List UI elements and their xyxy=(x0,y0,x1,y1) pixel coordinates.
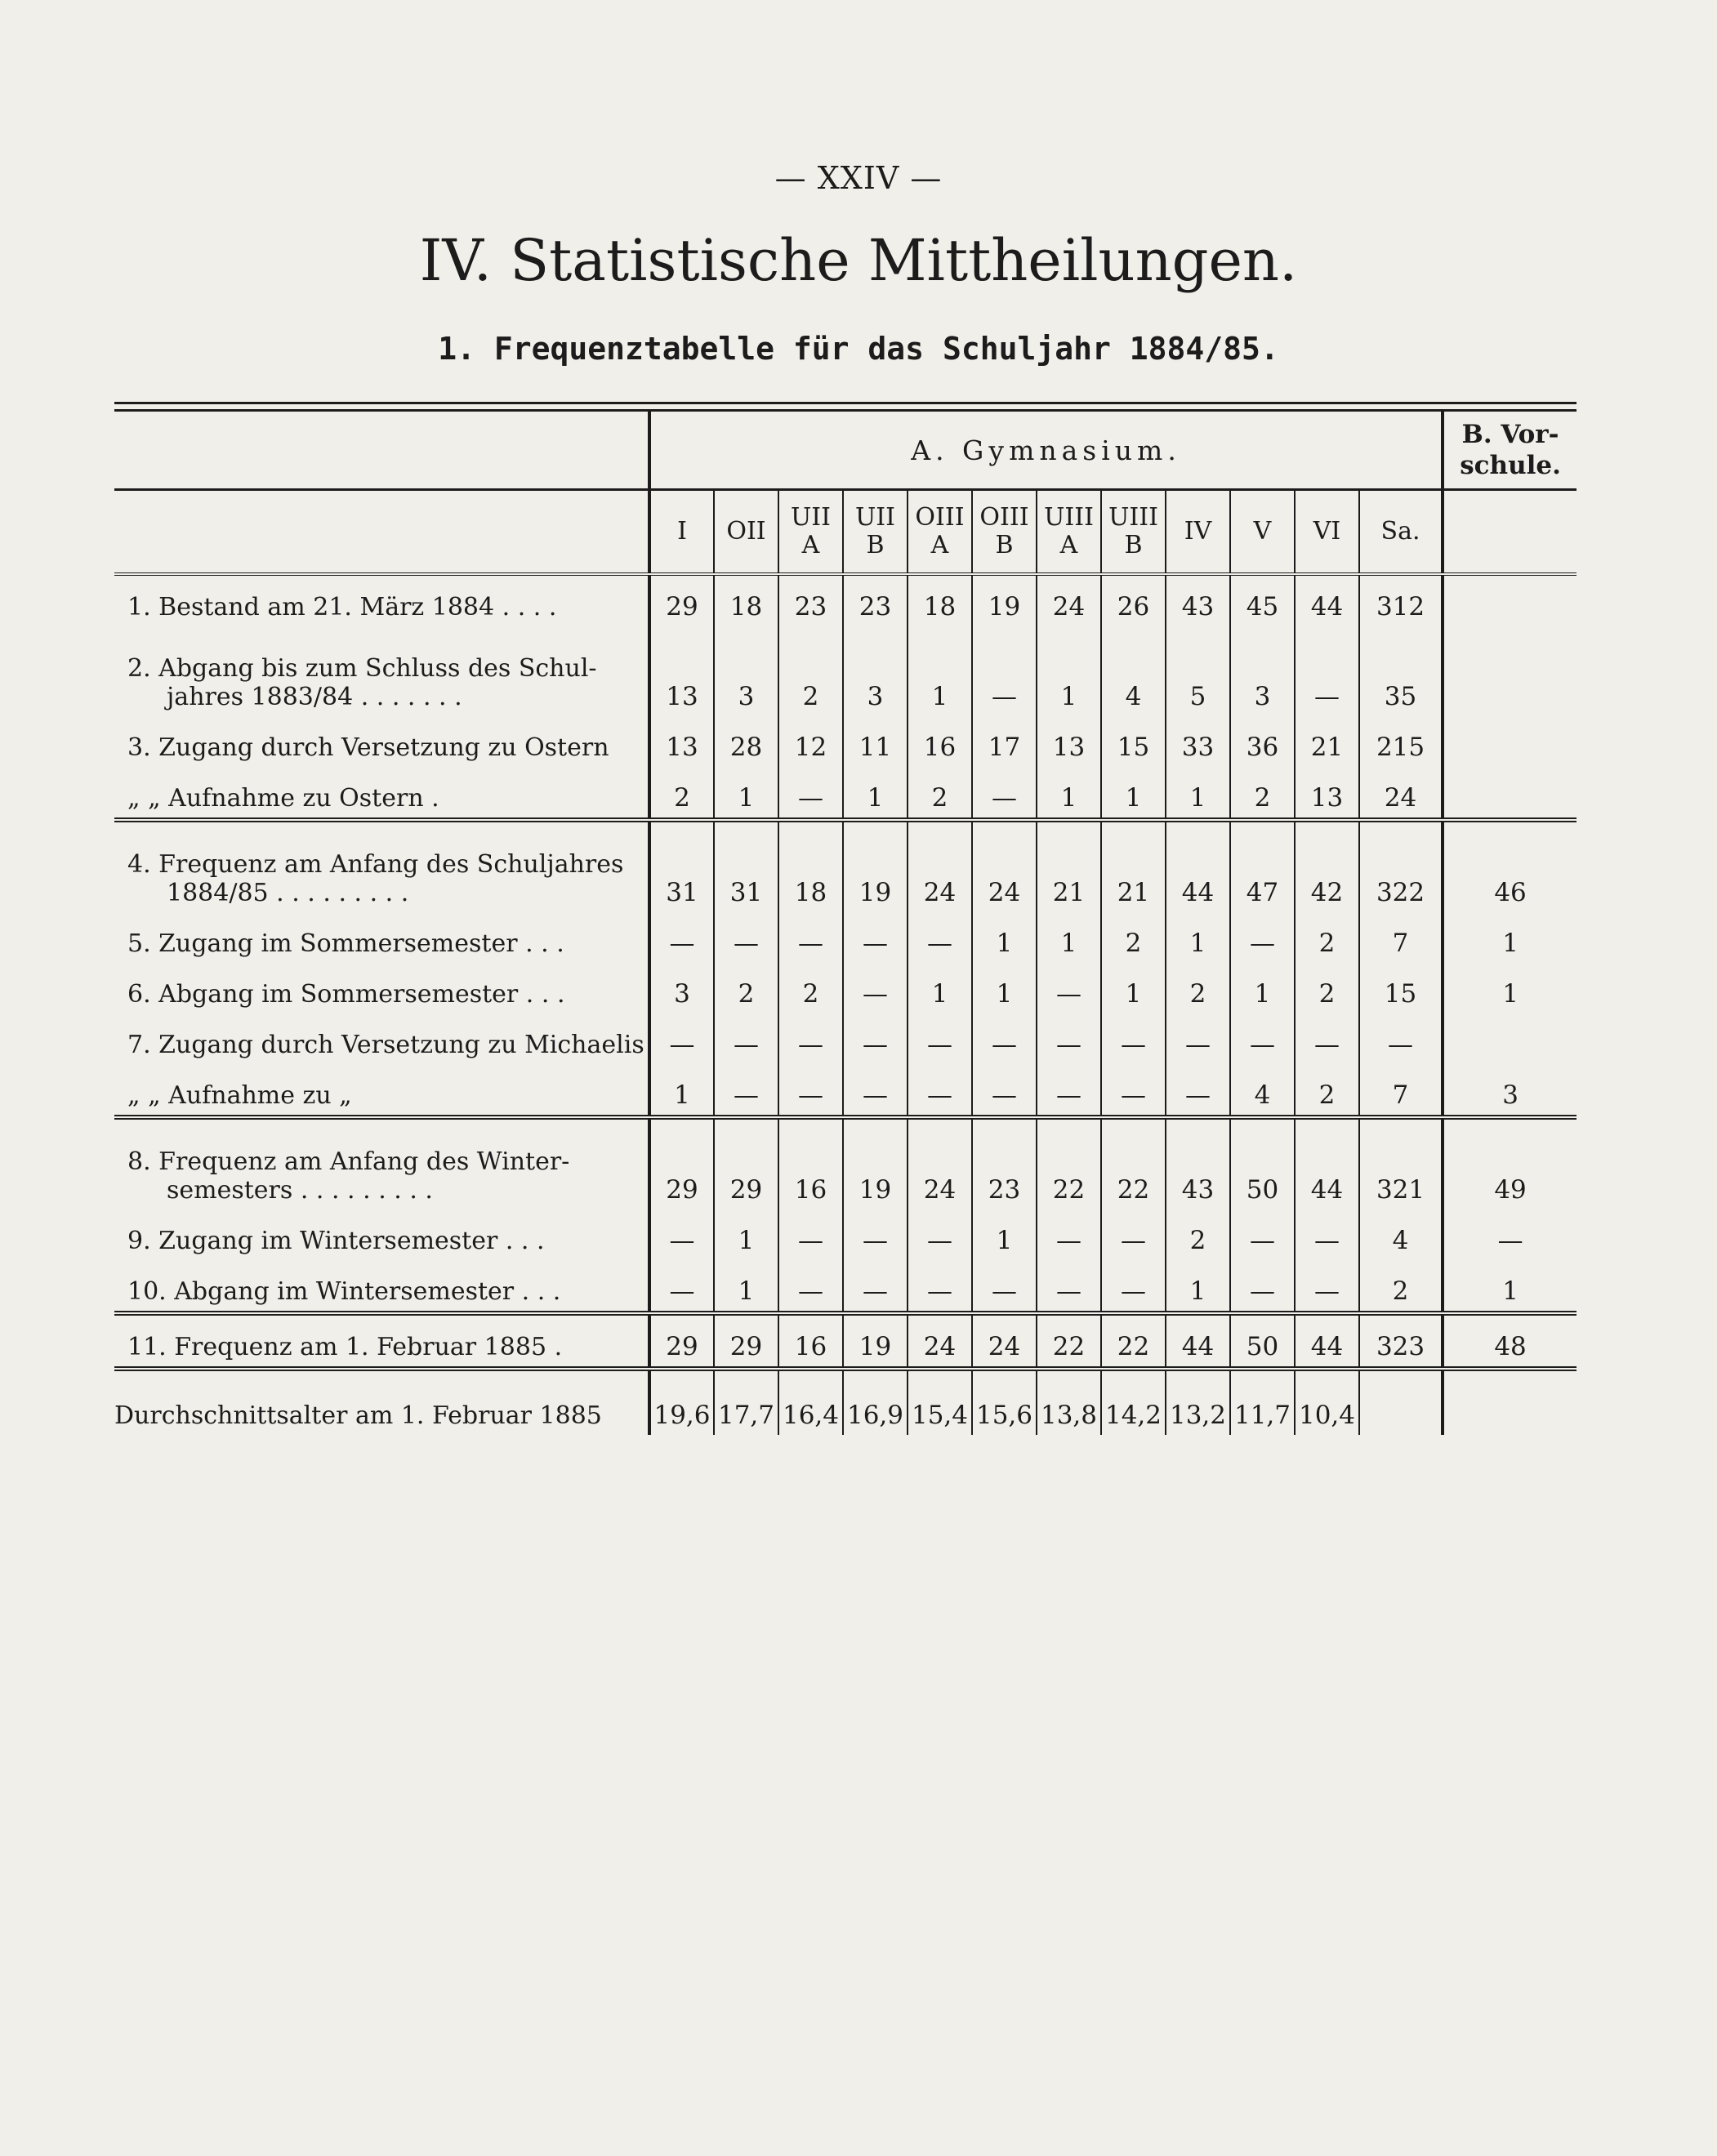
table-cell: — xyxy=(778,1260,843,1313)
table-cell: 44 xyxy=(1166,1313,1230,1369)
average-age-row xyxy=(114,1369,1577,1435)
average-age-cell: 11,7 xyxy=(1230,1369,1295,1435)
table-cell: 29 xyxy=(649,1313,714,1369)
group-header-row xyxy=(114,412,1577,490)
group-gymnasium: A. Gymnasium. xyxy=(649,412,1443,490)
row-label-line: 1. Bestand am 21. März 1884 . . . . xyxy=(127,593,557,621)
table-cell: 44 xyxy=(1166,820,1230,912)
table-cell: 1 xyxy=(843,767,908,820)
table-cell: 2 xyxy=(778,963,843,1013)
row-label-line-2: jahres 1883/84 . . . . . . . xyxy=(167,683,462,711)
table-row xyxy=(114,1260,1577,1313)
table-cell: 2 xyxy=(714,963,778,1013)
table-cell: 1 xyxy=(1037,626,1101,716)
row-label xyxy=(114,1260,649,1313)
row-label-line: „ „ Aufnahme zu Ostern . xyxy=(127,784,439,813)
page-number: — XXIV — xyxy=(774,160,943,196)
header-label-spacer xyxy=(114,412,649,490)
table-cell: — xyxy=(778,1064,843,1117)
average-age-cell xyxy=(1359,1369,1443,1435)
table-cell: — xyxy=(972,626,1037,716)
column-header-vorschule xyxy=(1443,490,1577,575)
table-cell xyxy=(1443,716,1577,767)
table-cell: — xyxy=(1101,1260,1166,1313)
table-cell: 50 xyxy=(1230,1313,1295,1369)
table-cell: 19 xyxy=(843,1313,908,1369)
row-label xyxy=(114,1209,649,1260)
table-cell: 24 xyxy=(972,1313,1037,1369)
average-age-cell: 13,8 xyxy=(1037,1369,1101,1435)
table-cell: — xyxy=(1037,1209,1101,1260)
table-cell: 3 xyxy=(1443,1064,1577,1117)
row-label-line: „ „ Aufnahme zu „ xyxy=(127,1081,352,1110)
table-cell: 45 xyxy=(1230,574,1295,626)
table-cell: 3 xyxy=(714,626,778,716)
row-label-line: 11. Frequenz am 1. Februar 1885 . xyxy=(127,1333,563,1361)
table-cell: 48 xyxy=(1443,1313,1577,1369)
table-cell: 1 xyxy=(908,626,972,716)
table-cell: 22 xyxy=(1101,1117,1166,1209)
table-cell: 312 xyxy=(1359,574,1443,626)
table-cell: 44 xyxy=(1295,1117,1359,1209)
column-header: UII B xyxy=(843,490,908,575)
table-cell: — xyxy=(908,912,972,963)
table-cell: 31 xyxy=(649,820,714,912)
table-cell: 18 xyxy=(714,574,778,626)
frequency-table-wrap xyxy=(114,402,1577,1435)
table-cell: — xyxy=(843,1064,908,1117)
table-cell: 215 xyxy=(1359,716,1443,767)
column-header: OIII A xyxy=(908,490,972,575)
table-cell: 1 xyxy=(1037,912,1101,963)
table-cell: — xyxy=(778,1013,843,1064)
table-cell: — xyxy=(1101,1013,1166,1064)
section-title: IV. Statistische Mittheilungen. xyxy=(419,227,1298,294)
table-cell: 1 xyxy=(1037,767,1101,820)
table-row xyxy=(114,963,1577,1013)
row-label xyxy=(114,820,649,912)
table-title: 1. Frequenztabelle für das Schuljahr 1884/85. xyxy=(438,331,1279,367)
row-label xyxy=(114,1117,649,1209)
table-cell: 23 xyxy=(843,574,908,626)
average-age-cell: 16,4 xyxy=(778,1369,843,1435)
table-cell: 24 xyxy=(908,820,972,912)
table-cell: — xyxy=(1295,626,1359,716)
table-cell: — xyxy=(843,912,908,963)
group-vorschule: B. Vor-schule. xyxy=(1443,412,1577,490)
row-label-line: 6. Abgang im Sommersemester . . . xyxy=(127,980,565,1009)
column-header: V xyxy=(1230,490,1295,575)
table-cell: — xyxy=(1166,1013,1230,1064)
row-label-line: 3. Zugang durch Versetzung zu Ostern xyxy=(127,733,609,762)
average-age-cell: 16,9 xyxy=(843,1369,908,1435)
table-cell: 23 xyxy=(778,574,843,626)
table-row xyxy=(114,716,1577,767)
table-cell: 1 xyxy=(972,963,1037,1013)
table-cell: 2 xyxy=(1101,912,1166,963)
table-cell: — xyxy=(1037,1064,1101,1117)
table-cell: 17 xyxy=(972,716,1037,767)
table-cell: — xyxy=(843,1209,908,1260)
table-cell: 26 xyxy=(1101,574,1166,626)
table-cell: 2 xyxy=(1295,963,1359,1013)
table-cell: — xyxy=(1295,1013,1359,1064)
table-cell: 2 xyxy=(1359,1260,1443,1313)
table-cell: 29 xyxy=(714,1117,778,1209)
table-cell: 29 xyxy=(649,1117,714,1209)
column-header: UIII B xyxy=(1101,490,1166,575)
table-cell: — xyxy=(1101,1209,1166,1260)
table-cell: 16 xyxy=(778,1313,843,1369)
table-cell: 1 xyxy=(1443,1260,1577,1313)
table-cell: 1 xyxy=(714,1209,778,1260)
table-cell: 19 xyxy=(843,1117,908,1209)
table-cell: — xyxy=(649,1260,714,1313)
table-cell: — xyxy=(1295,1260,1359,1313)
column-header: UIII A xyxy=(1037,490,1101,575)
table-cell: — xyxy=(972,1013,1037,1064)
table-cell: 15 xyxy=(1101,716,1166,767)
table-cell: 46 xyxy=(1443,820,1577,912)
table-cell: 24 xyxy=(1359,767,1443,820)
table-cell: 19 xyxy=(972,574,1037,626)
average-age-cell: 10,4 xyxy=(1295,1369,1359,1435)
table-cell: — xyxy=(843,1260,908,1313)
row-label xyxy=(114,1064,649,1117)
table-cell: 321 xyxy=(1359,1117,1443,1209)
row-label-line: 2. Abgang bis zum Schluss des Schul- xyxy=(127,654,597,683)
row-label xyxy=(114,912,649,963)
table-cell: 44 xyxy=(1295,574,1359,626)
average-age-cell: 13,2 xyxy=(1166,1369,1230,1435)
row-label xyxy=(114,574,649,626)
average-age-cell: 19,6 xyxy=(649,1369,714,1435)
average-age-cell xyxy=(1443,1369,1577,1435)
table-cell: 24 xyxy=(908,1313,972,1369)
table-cell: 4 xyxy=(1101,626,1166,716)
table-cell: 24 xyxy=(1037,574,1101,626)
table-cell: 36 xyxy=(1230,716,1295,767)
average-age-cell: 15,6 xyxy=(972,1369,1037,1435)
table-cell: 3 xyxy=(649,963,714,1013)
table-cell: — xyxy=(843,1013,908,1064)
table-cell: 18 xyxy=(778,820,843,912)
table-cell: 28 xyxy=(714,716,778,767)
table-cell: 2 xyxy=(649,767,714,820)
table-cell: 23 xyxy=(972,1117,1037,1209)
table-row xyxy=(114,1313,1577,1369)
row-label xyxy=(114,1013,649,1064)
row-label xyxy=(114,626,649,716)
table-cell: — xyxy=(972,1260,1037,1313)
table-cell: 4 xyxy=(1230,1064,1295,1117)
table-cell: — xyxy=(972,1064,1037,1117)
table-cell: 2 xyxy=(908,767,972,820)
table-cell: 43 xyxy=(1166,1117,1230,1209)
table-cell: 1 xyxy=(1166,1260,1230,1313)
table-cell: 21 xyxy=(1037,820,1101,912)
table-cell: — xyxy=(1037,1013,1101,1064)
table-cell: — xyxy=(1037,963,1101,1013)
table-cell: — xyxy=(1230,1013,1295,1064)
table-cell: 15 xyxy=(1359,963,1443,1013)
table-cell: 3 xyxy=(843,626,908,716)
table-cell: — xyxy=(972,767,1037,820)
table-cell: — xyxy=(778,912,843,963)
average-age-cell: 17,7 xyxy=(714,1369,778,1435)
table-cell: — xyxy=(843,963,908,1013)
table-cell: 42 xyxy=(1295,820,1359,912)
column-header: OII xyxy=(714,490,778,575)
table-cell xyxy=(1443,1013,1577,1064)
average-age-cell: 14,2 xyxy=(1101,1369,1166,1435)
table-cell: 16 xyxy=(908,716,972,767)
table-cell: — xyxy=(1295,1209,1359,1260)
table-cell: 13 xyxy=(649,626,714,716)
table-row xyxy=(114,767,1577,820)
table-cell: 1 xyxy=(649,1064,714,1117)
row-label-line-2: semesters . . . . . . . . . xyxy=(167,1176,433,1205)
table-cell: — xyxy=(649,1013,714,1064)
table-cell: — xyxy=(908,1064,972,1117)
table-cell: 7 xyxy=(1359,1064,1443,1117)
row-label-line: 9. Zugang im Wintersemester . . . xyxy=(127,1227,545,1255)
table-row xyxy=(114,1117,1577,1209)
table-cell: 1 xyxy=(1166,912,1230,963)
table-cell: 29 xyxy=(649,574,714,626)
table-cell: 33 xyxy=(1166,716,1230,767)
table-cell: 11 xyxy=(843,716,908,767)
table-cell: 13 xyxy=(649,716,714,767)
table-cell: 44 xyxy=(1295,1313,1359,1369)
column-header: OIII B xyxy=(972,490,1037,575)
table-cell: 24 xyxy=(972,820,1037,912)
column-header: IV xyxy=(1166,490,1230,575)
table-cell: — xyxy=(1037,1260,1101,1313)
row-label-line: 5. Zugang im Sommersemester . . . xyxy=(127,929,564,958)
table-body xyxy=(114,574,1577,1435)
row-label-line: 10. Abgang im Wintersemester . . . xyxy=(127,1277,561,1306)
table-cell: — xyxy=(714,1064,778,1117)
table-cell: 1 xyxy=(1443,963,1577,1013)
table-cell: — xyxy=(714,1013,778,1064)
table-cell: 1 xyxy=(714,1260,778,1313)
table-cell: 24 xyxy=(908,1117,972,1209)
table-cell: — xyxy=(1230,912,1295,963)
table-cell: 1 xyxy=(908,963,972,1013)
table-cell: 22 xyxy=(1037,1117,1101,1209)
table-cell: 1 xyxy=(1101,963,1166,1013)
table-cell: 2 xyxy=(1295,1064,1359,1117)
table-cell: 1 xyxy=(714,767,778,820)
table-cell: 322 xyxy=(1359,820,1443,912)
table-cell: 21 xyxy=(1101,820,1166,912)
row-label-line: 7. Zugang durch Versetzung zu Michaelis xyxy=(127,1031,644,1059)
column-header-row xyxy=(114,490,1577,575)
table-cell: 5 xyxy=(1166,626,1230,716)
table-cell: 1 xyxy=(1101,767,1166,820)
table-cell: 16 xyxy=(778,1117,843,1209)
table-cell: — xyxy=(1230,1209,1295,1260)
column-header: Sa. xyxy=(1359,490,1443,575)
table-cell: 47 xyxy=(1230,820,1295,912)
top-rule xyxy=(114,402,1577,412)
table-cell: 35 xyxy=(1359,626,1443,716)
row-label xyxy=(114,716,649,767)
table-cell: — xyxy=(1359,1013,1443,1064)
table-cell: 13 xyxy=(1037,716,1101,767)
row-label xyxy=(114,767,649,820)
table-cell: — xyxy=(649,912,714,963)
table-cell: 2 xyxy=(778,626,843,716)
table-cell: — xyxy=(714,912,778,963)
row-label xyxy=(114,1313,649,1369)
table-cell: 1 xyxy=(1443,912,1577,963)
table-cell: 1 xyxy=(1166,767,1230,820)
table-cell: 22 xyxy=(1037,1313,1101,1369)
table-cell: 13 xyxy=(1295,767,1359,820)
table-cell: 7 xyxy=(1359,912,1443,963)
table-cell: 12 xyxy=(778,716,843,767)
row-label xyxy=(114,963,649,1013)
table-cell: 1 xyxy=(972,1209,1037,1260)
table-cell: 323 xyxy=(1359,1313,1443,1369)
column-header: UII A xyxy=(778,490,843,575)
column-label-spacer xyxy=(114,490,649,575)
table-cell: — xyxy=(778,1209,843,1260)
column-header: I xyxy=(649,490,714,575)
table-row xyxy=(114,1209,1577,1260)
table-cell: — xyxy=(1166,1064,1230,1117)
row-label-line-2: 1884/85 . . . . . . . . . xyxy=(167,879,409,907)
table-cell: 19 xyxy=(843,820,908,912)
table-row xyxy=(114,820,1577,912)
table-cell: — xyxy=(1443,1209,1577,1260)
table-cell: 1 xyxy=(1230,963,1295,1013)
table-cell: 4 xyxy=(1359,1209,1443,1260)
table-cell: 1 xyxy=(972,912,1037,963)
table-cell: — xyxy=(908,1209,972,1260)
table-cell: — xyxy=(908,1013,972,1064)
table-cell: 18 xyxy=(908,574,972,626)
table-cell: 49 xyxy=(1443,1117,1577,1209)
table-cell xyxy=(1443,626,1577,716)
column-header: VI xyxy=(1295,490,1359,575)
table-cell: — xyxy=(778,767,843,820)
table-cell: — xyxy=(649,1209,714,1260)
table-cell: 21 xyxy=(1295,716,1359,767)
table-row xyxy=(114,912,1577,963)
table-cell: 29 xyxy=(714,1313,778,1369)
table-cell: 2 xyxy=(1166,963,1230,1013)
table-row xyxy=(114,1064,1577,1117)
table-cell: 31 xyxy=(714,820,778,912)
table-cell: 22 xyxy=(1101,1313,1166,1369)
table-row xyxy=(114,574,1577,626)
table-row xyxy=(114,1013,1577,1064)
table-cell xyxy=(1443,574,1577,626)
table-cell: — xyxy=(1230,1260,1295,1313)
table-cell: 43 xyxy=(1166,574,1230,626)
table-row xyxy=(114,626,1577,716)
table-cell: 50 xyxy=(1230,1117,1295,1209)
table-cell: 3 xyxy=(1230,626,1295,716)
table-cell: — xyxy=(1101,1064,1166,1117)
row-label-line: 8. Frequenz am Anfang des Winter- xyxy=(127,1147,570,1176)
table-cell: 2 xyxy=(1166,1209,1230,1260)
average-age-label: Durchschnittsalter am 1. Februar 1885 xyxy=(114,1369,649,1435)
table-cell: — xyxy=(908,1260,972,1313)
frequency-table xyxy=(114,412,1577,1435)
table-cell: 2 xyxy=(1230,767,1295,820)
row-label-line: 4. Frequenz am Anfang des Schuljahres xyxy=(127,850,624,879)
average-age-cell: 15,4 xyxy=(908,1369,972,1435)
table-cell xyxy=(1443,767,1577,820)
table-cell: 2 xyxy=(1295,912,1359,963)
